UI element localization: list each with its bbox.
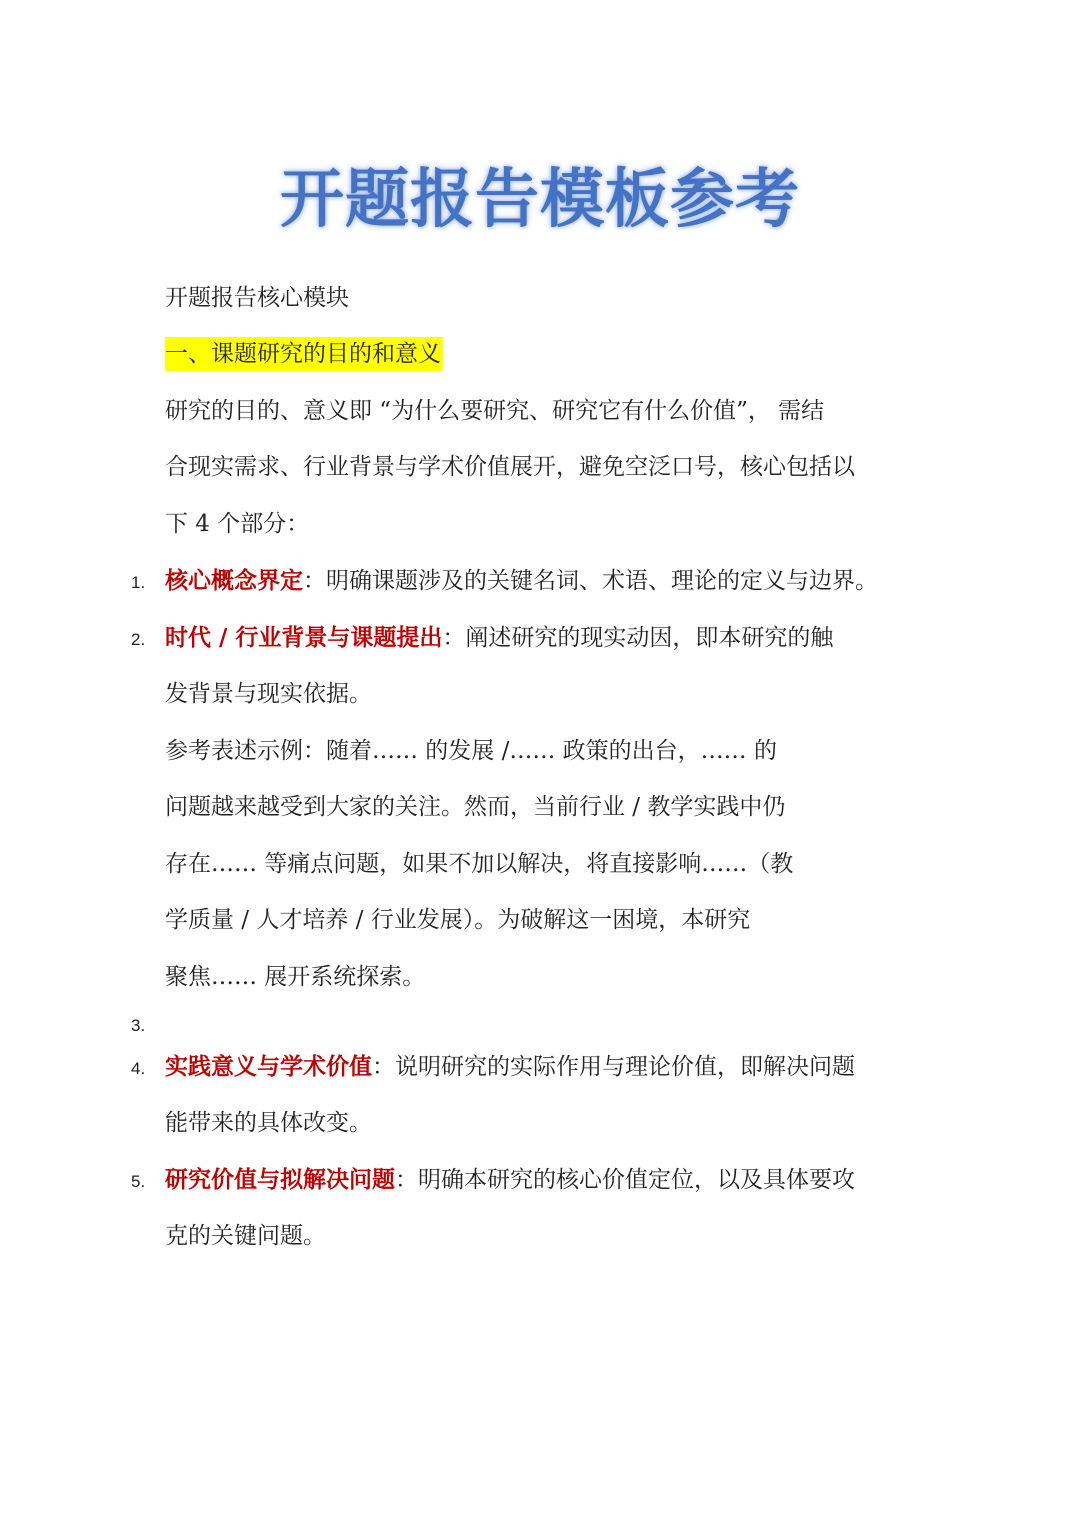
example-line: 存在…… 等痛点问题，如果不加以解决，将直接影响……（教 — [165, 851, 794, 877]
intro-line: 合现实需求、行业背景与学术价值展开，避免空泛口号，核心包括以 — [165, 454, 855, 480]
list-item — [165, 566, 878, 596]
list-number: 2. — [131, 630, 146, 649]
list-number: 4. — [131, 1059, 146, 1078]
list-item-desc: ：明确课题涉及的关键名词、术语、理论的定义与边界。 — [303, 568, 878, 594]
example-line: 聚焦…… 展开系统探索。 — [165, 964, 426, 990]
list-item — [165, 1052, 855, 1082]
intro-line: 研究的目的、意义即 “为什么要研究、研究它有什么价值”， 需结 — [165, 398, 825, 424]
highlighted-subheading: 一、课题研究的目的和意义 — [165, 337, 443, 371]
list-item-term: 研究价值与拟解决问题 — [165, 1166, 395, 1193]
section-heading: 开题报告核心模块 — [165, 285, 349, 311]
list-item-continuation: 克的关键问题。 — [165, 1223, 326, 1249]
list-number: 3. — [131, 1016, 146, 1035]
intro-line: 下 4 个部分： — [165, 511, 310, 537]
example-line: 问题越来越受到大家的关注。然而，当前行业 / 教学实践中仍 — [165, 794, 786, 820]
list-item-term: 时代 / 行业背景与课题提出 — [165, 624, 443, 651]
list-item-continuation: 能带来的具体改变。 — [165, 1110, 372, 1136]
list-item — [165, 623, 833, 653]
list-item-term: 核心概念界定 — [165, 567, 303, 594]
list-item-desc: ：明确本研究的核心价值定位，以及具体要攻 — [395, 1167, 855, 1193]
list-number: 5. — [131, 1172, 146, 1191]
list-item — [165, 1165, 855, 1195]
example-line: 学质量 / 人才培养 / 行业发展）。为破解这一困境，本研究 — [165, 907, 751, 933]
example-line: 参考表述示例：随着…… 的发展 /…… 政策的出台，…… 的 — [165, 738, 777, 764]
list-item-desc: ：阐述研究的现实动因，即本研究的触 — [442, 625, 834, 651]
list-number: 1. — [131, 573, 146, 592]
document-title: 开题报告模板参考 — [280, 163, 800, 237]
list-item-continuation: 发背景与现实依据。 — [165, 681, 372, 707]
list-item-desc: ：说明研究的实际作用与理论价值，即解决问题 — [372, 1054, 855, 1080]
list-item-term: 实践意义与学术价值 — [165, 1053, 372, 1080]
subheading-line — [165, 339, 443, 369]
